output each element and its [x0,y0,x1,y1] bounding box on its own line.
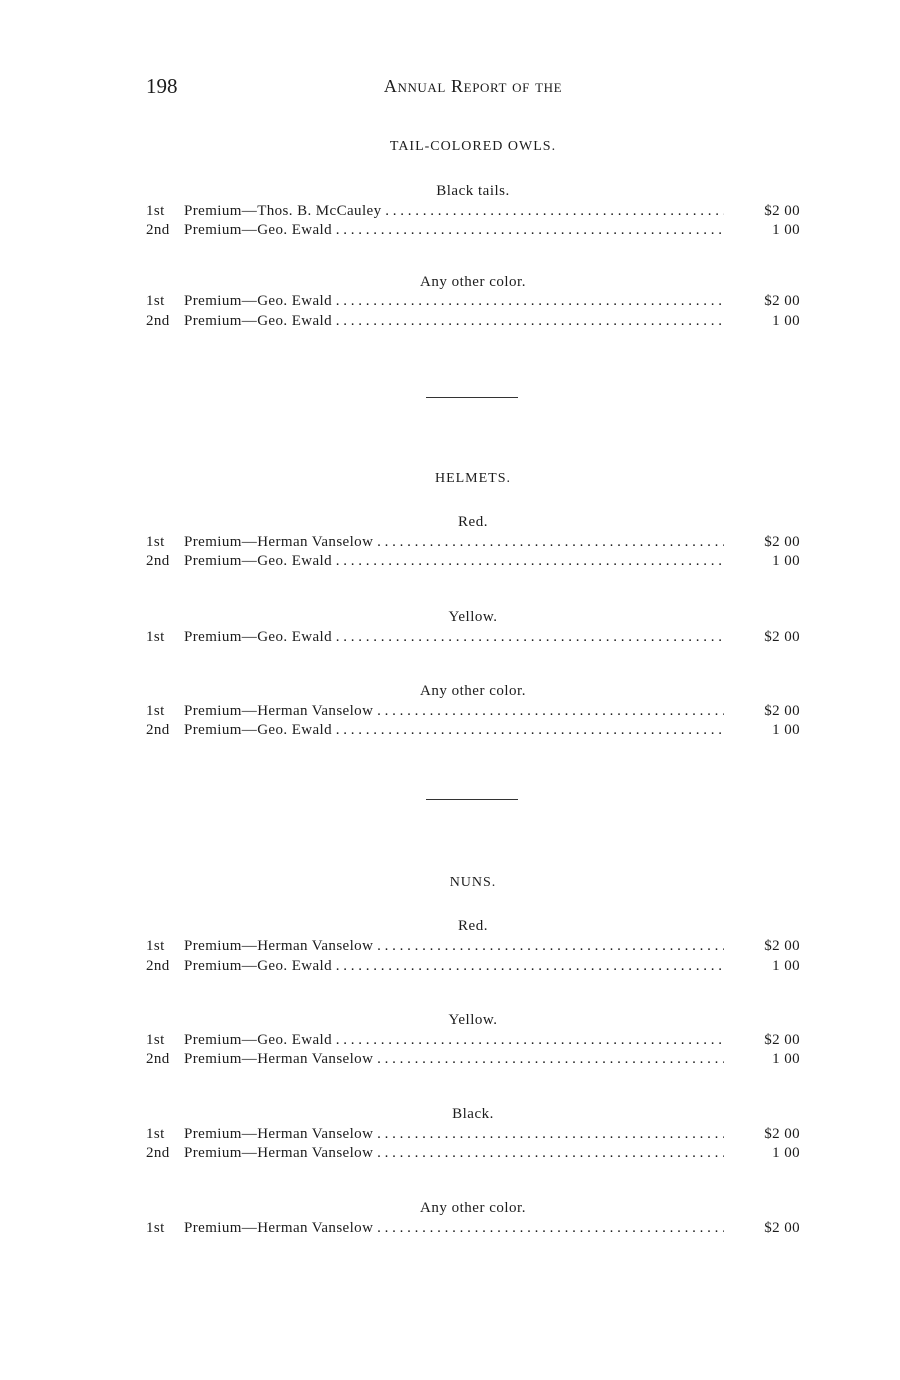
award-row [146,957,800,976]
class-label: Yellow. [448,1012,498,1028]
class-label: Red. [458,514,488,530]
section-title: NUNS. [449,875,497,890]
award-amount: $2 00 [764,703,800,719]
award-place: 2nd [146,1051,170,1067]
award-place: 2nd [146,222,170,238]
award-place: 2nd [146,722,170,738]
award-winner: Premium—Geo. Ewald [184,958,333,974]
award-amount: $2 00 [764,1126,800,1142]
award-winner: Premium—Herman Vanselow [184,703,374,719]
award-winner: Premium—Geo. Ewald [184,629,333,645]
award-place: 2nd [146,313,170,329]
award-place: 1st [146,1220,165,1236]
award-winner: Premium—Geo. Ewald [184,313,333,329]
award-place: 1st [146,703,165,719]
award-winner: Premium—Geo. Ewald [184,1032,333,1048]
award-place: 1st [146,203,165,219]
award-row [146,628,800,647]
class-label: Any other color. [420,683,526,699]
page-number: 198 [146,74,178,98]
award-amount: $2 00 [764,293,800,309]
award-winner: Premium—Herman Vanselow [184,1145,374,1161]
award-place: 1st [146,1032,165,1048]
award-place: 2nd [146,1145,170,1161]
award-place: 1st [146,938,165,954]
award-winner: Premium—Herman Vanselow [184,534,374,550]
award-winner: Premium—Geo. Ewald [184,722,333,738]
award-row [146,1050,800,1069]
award-amount: 1 00 [772,958,800,974]
award-amount: $2 00 [764,203,800,219]
award-place: 1st [146,1126,165,1142]
award-row [146,721,800,740]
award-row [146,937,800,956]
award-place: 2nd [146,553,170,569]
class-label: Red. [458,918,488,934]
section-title: HELMETS. [434,471,512,486]
award-amount: 1 00 [772,553,800,569]
award-winner: Premium—Geo. Ewald [184,222,333,238]
award-winner: Premium—Geo. Ewald [184,553,333,569]
award-row [146,221,800,240]
award-amount: $2 00 [764,534,800,550]
award-winner: Premium—Herman Vanselow [184,938,374,954]
award-place: 1st [146,293,165,309]
award-amount: 1 00 [772,1051,800,1067]
section-divider [426,397,518,398]
section-title: TAIL-COLORED OWLS. [389,139,557,154]
class-label: Black. [452,1106,494,1122]
award-row [146,1144,800,1163]
award-row [146,1219,800,1238]
award-amount: 1 00 [772,722,800,738]
award-amount: $2 00 [764,1220,800,1236]
award-winner: Premium—Geo. Ewald [184,293,333,309]
award-amount: 1 00 [772,222,800,238]
class-label: Any other color. [420,1200,526,1216]
class-label: Any other color. [420,274,526,290]
award-winner: Premium—Herman Vanselow [184,1220,374,1236]
class-label: Yellow. [448,609,498,625]
section-divider [426,799,518,800]
award-row [146,202,800,221]
award-amount: 1 00 [772,1145,800,1161]
class-label: Black tails. [436,183,510,199]
award-row [146,312,800,331]
award-place: 2nd [146,958,170,974]
award-amount: $2 00 [764,629,800,645]
award-amount: $2 00 [764,1032,800,1048]
award-row [146,552,800,571]
award-amount: 1 00 [772,313,800,329]
award-row [146,533,800,552]
award-winner: Premium—Thos. B. McCauley [184,203,382,219]
running-head: Annual Report of the [383,76,563,96]
award-row [146,702,800,721]
award-place: 1st [146,534,165,550]
award-row [146,1125,800,1144]
award-amount: $2 00 [764,938,800,954]
award-place: 1st [146,629,165,645]
award-winner: Premium—Herman Vanselow [184,1126,374,1142]
award-winner: Premium—Herman Vanselow [184,1051,374,1067]
award-row [146,1031,800,1050]
page-header [146,74,800,100]
award-row [146,292,800,311]
